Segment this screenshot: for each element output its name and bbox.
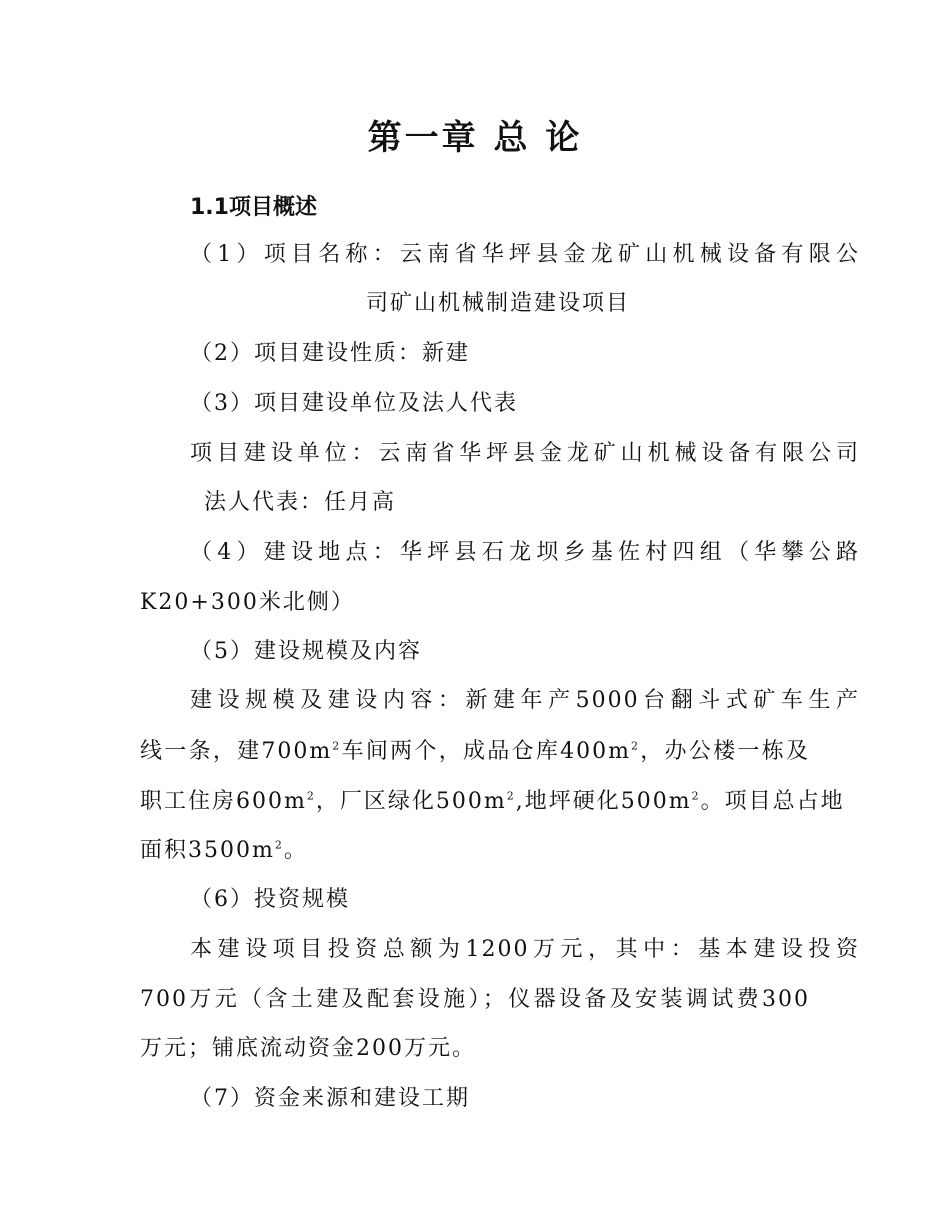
item6-line3: 万元；铺底流动资金200万元。: [140, 1036, 476, 1061]
superscript-2: 2: [630, 739, 640, 753]
item5-line3-b: ，厂区绿化500m: [315, 789, 507, 814]
superscript-2: 2: [332, 739, 342, 753]
section-heading: 1.1项目概述: [190, 195, 317, 220]
item3-unit: 项目建设单位：云南省华坪县金龙矿山机械设备有限公司: [190, 441, 860, 466]
item6-heading: （6）投资规模: [190, 887, 350, 912]
item2-line: （2）项目建设性质：新建: [190, 341, 470, 366]
superscript-2: 2: [306, 789, 316, 803]
item3-rep: 法人代表：任月高: [204, 490, 397, 515]
item4-line1: （4）建设地点：华坪县石龙坝乡基佐村四组（华攀公路: [190, 540, 860, 565]
superscript-2: 2: [691, 789, 701, 803]
superscript-2: 2: [274, 838, 284, 852]
item1-line1: [190, 240, 860, 270]
item6-line1: 本建设项目投资总额为1200万元，其中：基本建设投资: [190, 937, 860, 962]
item1-text-line1: 云南省华坪县金龙矿山机械设备有限公: [400, 242, 860, 267]
item5-line2: [140, 737, 810, 767]
item1-line2: 司矿山机械制造建设项目: [366, 291, 631, 316]
item7-heading: （7）资金来源和建设工期: [190, 1086, 470, 1111]
item4-line2: K20+300米北侧）: [140, 590, 355, 615]
item5-line2-c: ，办公楼一栋及: [639, 739, 810, 764]
item5-line2-a: 线一条，建700m: [140, 739, 333, 764]
item5-heading: （5）建设规模及内容: [190, 639, 422, 664]
item5-line3-d: 。项目总占地: [700, 789, 845, 814]
superscript-2: 2: [506, 789, 516, 803]
item5-line4-a: 面积3500m: [140, 838, 275, 863]
item5-line3-c: ,地坪硬化500m: [515, 789, 692, 814]
chapter-title: 第一章 总 论: [367, 118, 583, 158]
item6-line2: 700万元（含土建及配套设施）；仪器设备及安装调试费300: [140, 987, 810, 1012]
item5-line4: [140, 836, 308, 866]
item5-line4-b: 。: [283, 838, 308, 863]
item5-line1: 建设规模及建设内容：新建年产5000台翻斗式矿车生产: [190, 688, 860, 713]
item3-heading: （3）项目建设单位及法人代表: [190, 391, 518, 416]
item5-line3: [140, 787, 845, 817]
item5-line2-b: 车间两个，成品仓库400m: [341, 739, 631, 764]
item5-line3-a: 职工住房600m: [140, 789, 307, 814]
item1-label: （1）项目名称：: [190, 242, 400, 267]
